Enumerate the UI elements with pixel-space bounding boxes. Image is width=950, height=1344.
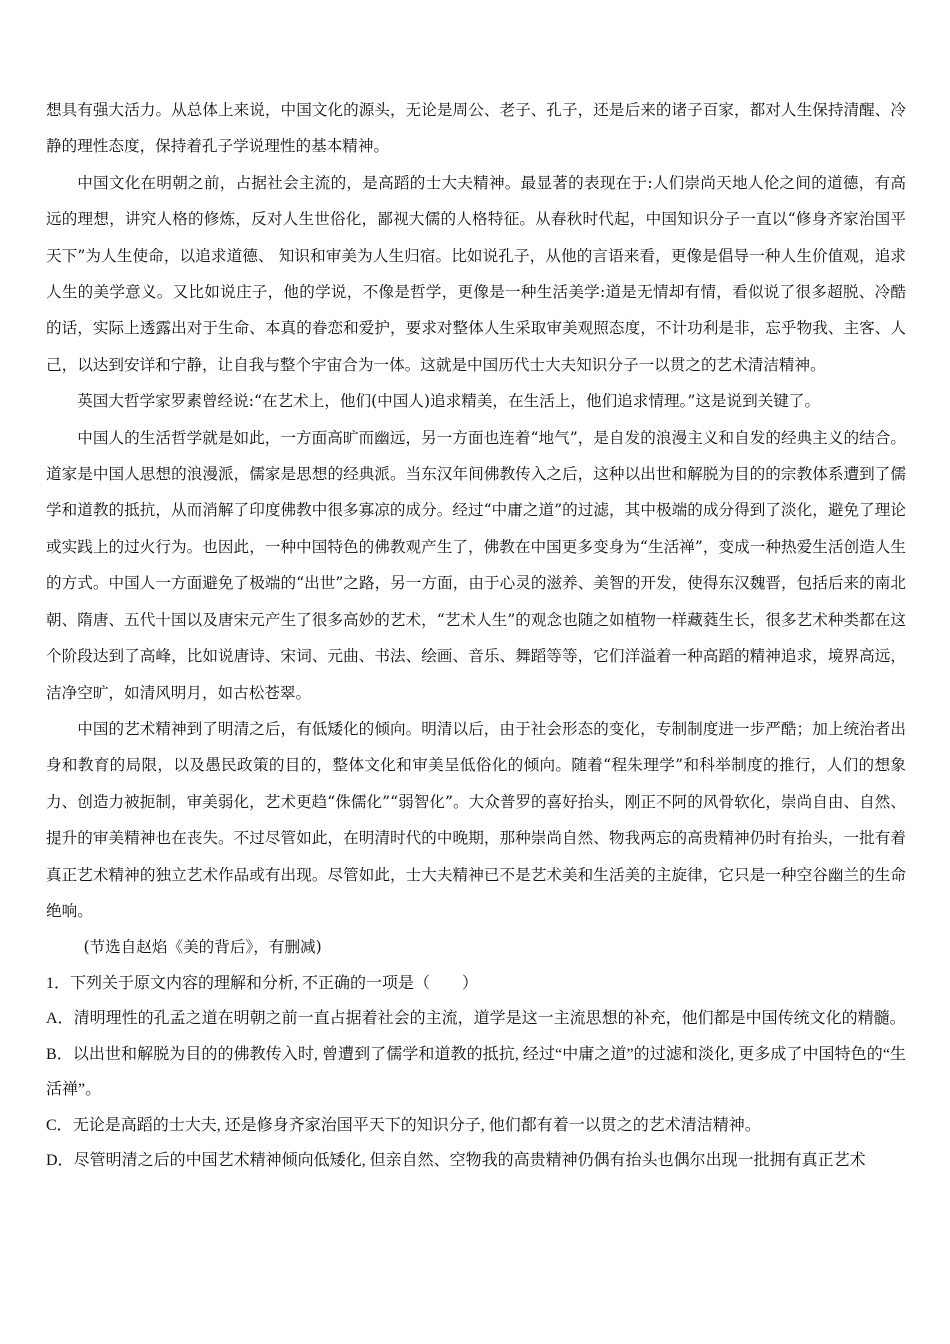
option-letter: B． <box>46 1045 73 1063</box>
option-letter: C． <box>46 1116 73 1134</box>
option-text: 尽管明清之后的中国艺术精神倾向低矮化, 但亲自然、空物我的高贵精神仍偶有抬头也偶尔出现一批拥有真正艺术 <box>73 1152 866 1170</box>
option-letter: D． <box>46 1152 74 1170</box>
article-paragraph-1: 想具有强大活力。从总体上来说，中国文化的源头，无论是周公、老子、孔子，还是后来的诸子百家，都对人生保持清醒、冷静的理性态度，保持着孔子学说理性的基本精神。 <box>46 101 906 156</box>
option-text: 无论是高蹈的士大夫, 还是修身齐家治国平天下的知识分子, 他们都有着一以贯之的艺术清洁精神。 <box>72 1116 761 1134</box>
option-letter: A． <box>46 1010 74 1028</box>
option-d <box>46 1143 906 1179</box>
option-a <box>46 1001 906 1037</box>
option-text: 清明理性的孔孟之道在明朝之前一直占据着社会的主流，道学是这一主流思想的补充，他们都是中国传统文化的精髓。 <box>73 1010 906 1028</box>
option-b <box>46 1037 906 1108</box>
article-paragraph-2: 中国文化在明朝之前，占据社会主流的，是高蹈的士大夫精神。最显著的表现在于:人们崇尚天地人伦之间的道德，有高远的理想，讲究人格的修炼，反对人生世俗化，鄙视大儒的人格特征。从春秋时代起，中国知识分子一直以“修身齐家治国平天下”为人生使命，以追求道德、 知识和审美为人生归宿。比如说孔子，从他的言语来看，更像是倡导一种人生价值观，追求人生的美学意义。又比如说庄子，他的学说，不像是哲学，更像是一种生活美学:道是无情却有情，看似说了很多超脱、冷酷的话，实际上透露出对于生命、本真的眷恋和爱护，要求对整体人生采取审美观照态度，不计功利是非，忘乎物我、主客、人己，以达到安详和宁静，让自我与整个宇宙合为一体。这就是中国历代士大夫知识分子一以贯之的艺术清洁精神。 <box>46 173 906 374</box>
article-paragraph-5: 中国的艺术精神到了明清之后，有低矮化的倾向。明清以后，由于社会形态的变化，专制制度进一步严酷；加上统治者出身和教育的局限，以及愚民政策的目的，整体文化和审美呈低俗化的倾向。随着“程朱理学”和科举制度的推行，人们的想象力、创造力被扼制，审美弱化，艺术更趋“侏儒化”“弱智化”。大众普罗的喜好抬头，刚正不阿的风骨软化，崇尚自由、自然、提升的审美精神也在丧失。不过尽管如此，在明清时代的中晚期，那种崇尚自然、物我两忘的高贵精神仍时有抬头，一批有着真正艺术精神的独立艺术作品或有出现。尽管如此，士大夫精神已不是艺术美和生活美的主旋律，它只是一种空谷幽兰的生命绝响。 <box>46 719 906 920</box>
article-paragraph-3: 英国大哲学家罗素曾经说:“在艺术上，他们(中国人)追求精美，在生活上，他们追求情理。”这是说到关键了。 <box>77 392 821 411</box>
question-text: 下列关于原文内容的理解和分析, 不正确的一项是（ ） <box>70 974 479 992</box>
question-stem <box>46 966 906 1002</box>
exam-page <box>46 92 906 1179</box>
question-number: 1． <box>46 974 71 992</box>
option-c <box>46 1108 906 1144</box>
option-text: 以出世和解脱为目的的佛教传入时, 曾遭到了儒学和道教的抵抗, 经过“中庸之道”的过滤和淡化, 更多成了中国特色的“生活禅”。 <box>46 1045 906 1099</box>
article-source: (节选自赵焰《美的背后》，有删减) <box>83 938 322 957</box>
article-paragraph-4: 中国人的生活哲学就是如此，一方面高旷而幽远，另一方面也连着“地气”，是自发的浪漫主义和自发的经典主义的结合。道家是中国人思想的浪漫派，儒家是思想的经典派。当东汉年间佛教传入之后，这种以出世和解脱为目的的宗教体系遭到了儒学和道教的抵抗，从而消解了印度佛教中很多寡凉的成分。经过“中庸之道”的过滤，其中极端的成分得到了淡化，避免了理论或实践上的过火行为。也因此，一种中国特色的佛教观产生了，佛教在中国更多变身为“生活禅”，变成一种热爱生活创造人生的方式。中国人一方面避免了极端的“出世”之路，另一方面，由于心灵的滋养、美智的开发，使得东汉魏晋，包括后来的南北朝、隋唐、五代十国以及唐宋元产生了很多高妙的艺术，“艺术人生”的观念也随之如植物一样藏蕤生长，很多艺术种类都在这个阶段达到了高峰，比如说唐诗、宋词、元曲、书法、绘画、音乐、舞蹈等等，它们洋溢着一种高蹈的精神追求，境界高远，洁净空旷，如清风明月，如古松苍翠。 <box>46 428 906 702</box>
